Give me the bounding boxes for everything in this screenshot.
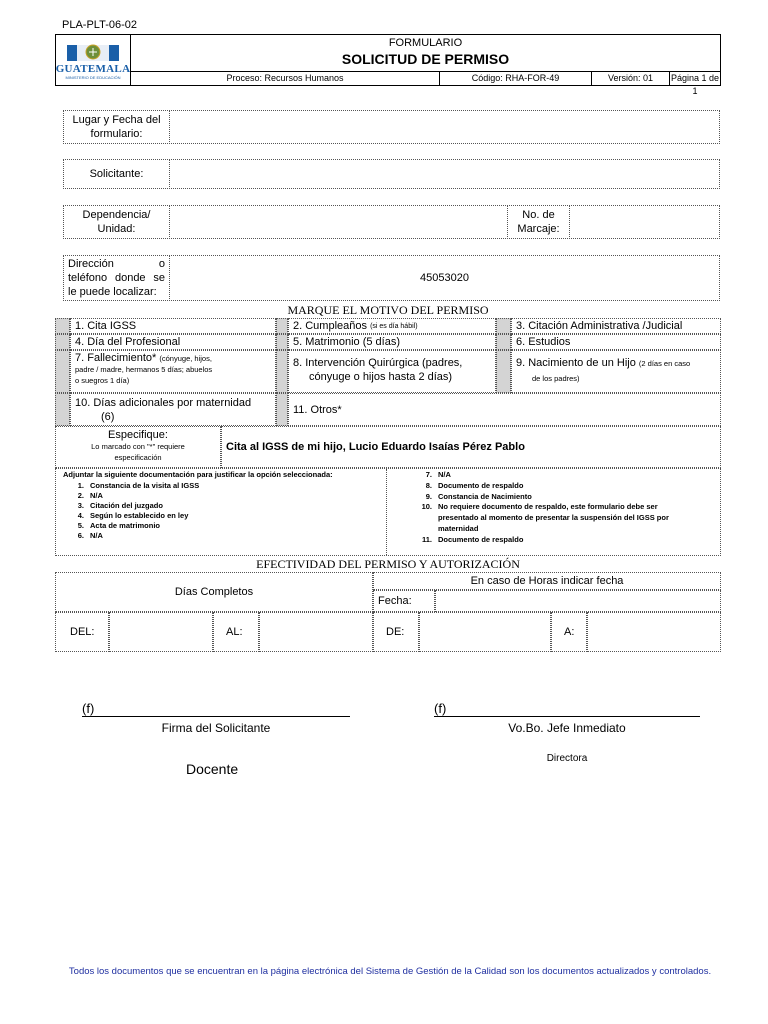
checkbox-3[interactable]: [496, 318, 511, 334]
del-field[interactable]: [109, 612, 213, 652]
checkbox-9[interactable]: [496, 350, 511, 393]
checkbox-11[interactable]: [276, 393, 288, 426]
form-title: SOLICITUD DE PERMISO: [341, 51, 510, 67]
firma-solicitante-line[interactable]: [82, 700, 350, 717]
checkbox-7[interactable]: [55, 350, 70, 393]
checkbox-5[interactable]: [276, 334, 288, 350]
firma-jefe-line[interactable]: [434, 700, 700, 717]
option-fallecimiento: 7. Fallecimiento* (cónyuge, hijos, padre / madre, hermanos 5 días; abuelos o suegros 1 día): [70, 350, 276, 393]
doc-item: 11. Documento de respaldo: [421, 534, 524, 544]
a-field[interactable]: [587, 612, 721, 652]
firma-f-mark: (f): [82, 701, 95, 716]
dependencia-label: Dependencia/ Unidad:: [63, 205, 170, 239]
horas-label: En caso de Horas indicar fecha: [373, 572, 721, 590]
logo-text: GUATEMALA: [55, 62, 131, 75]
option-maternidad: 10. Días adicionales por maternidad (6): [70, 393, 276, 426]
fecha-field[interactable]: [435, 590, 721, 612]
al-label: AL:: [213, 612, 259, 652]
page-label: Página 1 de 1: [670, 73, 720, 96]
solicitante-field[interactable]: [169, 159, 720, 189]
version-label: Versión: 01: [592, 72, 670, 85]
especifique-field[interactable]: [221, 426, 721, 468]
doc-item: 2. N/A: [77, 491, 103, 500]
header-box: [55, 34, 721, 96]
cargo-jefe: Directora: [546, 753, 588, 764]
doc-item: 10. No requiere documento de respaldo, este formulario debe ser: [421, 502, 658, 512]
checkbox-6[interactable]: [496, 334, 511, 350]
fecha-label: Fecha:: [373, 590, 435, 612]
option-cita-igss: 1. Cita IGSS: [70, 318, 276, 334]
doc-item: 8. Documento de respaldo: [425, 480, 524, 490]
direccion-label: Dirección o teléfono donde se le puede localizar:: [63, 255, 170, 301]
marcaje-label: No. de Marcaje:: [507, 205, 570, 239]
motivo-grid: [55, 318, 721, 468]
option-citacion: 3. Citación Administrativa /Judicial: [511, 318, 721, 334]
direccion-value: 45053020: [420, 272, 469, 284]
efectividad-title: EFECTIVIDAD DEL PERMISO Y AUTORIZACIÓN: [256, 557, 520, 571]
especifique-value: Cita al IGSS de mi hijo, Lucio Eduardo Isaías Pérez Pablo: [226, 441, 525, 453]
option-matrimonio: 5. Matrimonio (5 días): [288, 334, 496, 350]
doc-code: PLA-PLT-06-02: [62, 19, 138, 31]
al-field[interactable]: [259, 612, 373, 652]
firma-f-mark: (f): [434, 701, 447, 716]
motivo-title: MARQUE EL MOTIVO DEL PERMISO: [287, 303, 489, 317]
doc-item: 7. N/A: [425, 470, 451, 479]
option-nacimiento: 9. Nacimiento de un Hijo (2 días en caso de los padres): [511, 350, 721, 393]
doc-item: 3. Citación del juzgado: [77, 501, 163, 510]
code-label: Código: RHA-FOR-49: [440, 72, 592, 85]
doc-item: 6. N/A: [77, 531, 103, 540]
logo-subtext: MINISTERIO DE EDUCACIÓN: [65, 74, 121, 80]
direccion-field[interactable]: [169, 255, 720, 301]
coat-of-arms-icon: [63, 41, 123, 63]
marcaje-field[interactable]: [569, 205, 720, 239]
doc-item: 4. Según lo establecido en ley: [77, 511, 189, 520]
form-type: FORMULARIO: [388, 37, 463, 49]
efectividad-grid: [55, 572, 721, 652]
checkbox-8[interactable]: [276, 350, 288, 393]
doc-item: presentado al momento de presentar la suspensión del IGSS por: [438, 513, 669, 523]
a-label: A:: [551, 612, 587, 652]
checkbox-1[interactable]: [55, 318, 70, 334]
solicitante-label: Solicitante:: [63, 159, 170, 189]
checkbox-2[interactable]: [276, 318, 288, 334]
option-intervencion: 8. Intervención Quirúrgica (padres, cónyuge o hijos hasta 2 días): [288, 350, 496, 393]
doc-item: 1. Constancia de la visita al IGSS: [77, 481, 200, 490]
dias-completos-label: Días Completos: [55, 572, 373, 612]
process-label: Proceso: Recursos Humanos: [131, 72, 440, 85]
option-dia-profesional: 4. Día del Profesional: [70, 334, 276, 350]
especifique-label: Especifique: Lo marcado con "*" requiere especificación: [55, 426, 221, 468]
de-field[interactable]: [419, 612, 551, 652]
doc-item: 9. Constancia de Nacimiento: [425, 491, 532, 501]
option-cumpleanos: 2. Cumpleaños (si es día hábil): [288, 318, 496, 334]
doc-item: 5. Acta de matrimonio: [77, 521, 161, 530]
de-label: DE:: [373, 612, 419, 652]
cargo-solicitante: Docente: [186, 761, 239, 777]
documentacion-box: [55, 468, 721, 556]
doc-item: maternidad: [438, 524, 479, 533]
documentacion-title: Adjuntar la siguiente documentación para justificar la opción seleccionada:: [63, 470, 333, 479]
checkbox-10[interactable]: [55, 393, 70, 426]
del-label: DEL:: [55, 612, 109, 652]
logo: [56, 35, 131, 85]
firma-solicitante-label: Firma del Solicitante: [161, 721, 271, 735]
firma-jefe-label: Vo.Bo. Jefe Inmediato: [508, 721, 626, 735]
footer-note: Todos los documentos que se encuentran en la página electrónica del Sistema de Gestión de la Calidad son los documentos actualizados y controlados.: [68, 966, 712, 977]
option-estudios: 6. Estudios: [511, 334, 721, 350]
option-otros: 11. Otros*: [288, 393, 721, 426]
lugar-label: Lugar y Fecha del formulario:: [63, 110, 170, 144]
dependencia-field[interactable]: [169, 205, 508, 239]
checkbox-4[interactable]: [55, 334, 70, 350]
lugar-field[interactable]: [169, 110, 720, 144]
